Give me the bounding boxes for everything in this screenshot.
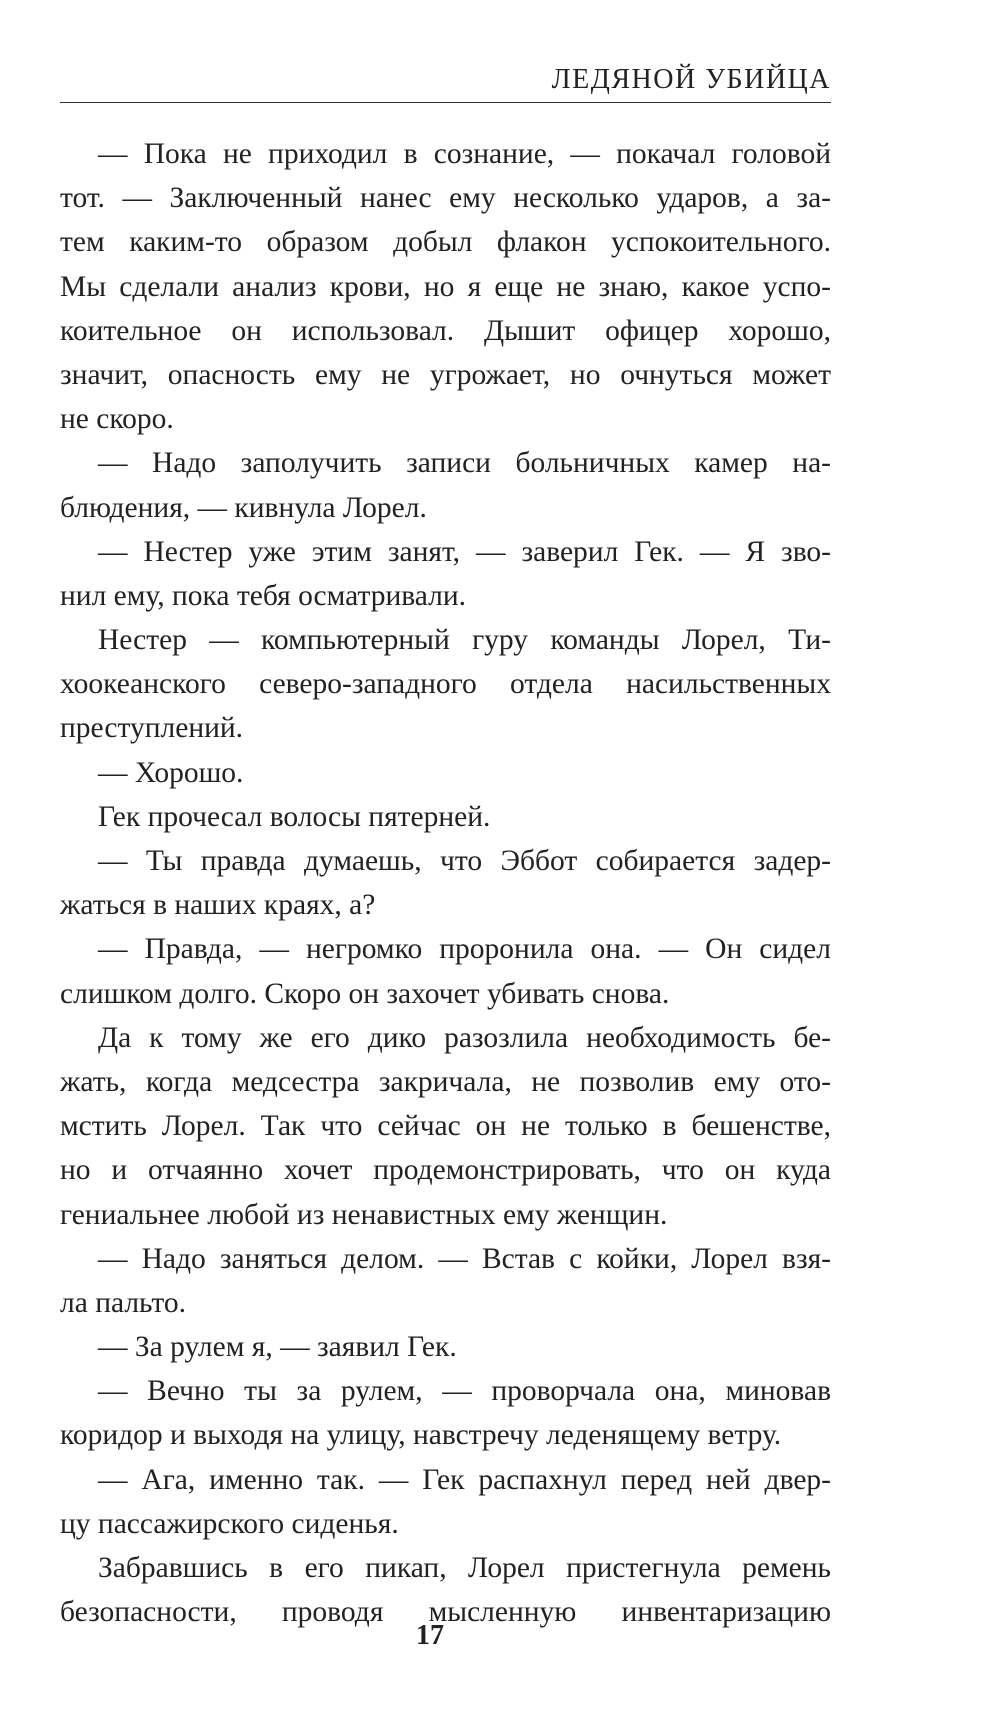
text-line: цу пассажирского сиденья. [60,1507,399,1540]
text-line: Мы сделали анализ крови, но я еще не знаю, какое успо- [60,270,831,303]
text-line: Нестер — компьютерный гуру команды Лорел, Ти- [98,624,831,657]
text-line: — Надо заполучить записи больничных камер на- [98,447,831,480]
text-line: — Ты правда думаешь, что Эббот собирается задер- [98,845,831,877]
text-line: жаться в наших краях, а? [60,889,376,922]
running-header [60,62,831,103]
text-line: блюдения, — кивнула Лорел. [60,491,427,524]
text-line: тот. — Заключенный нанес ему несколько ударов, а за- [60,182,831,215]
text-line: Забравшись в его пикап, Лорел пристегнула ремень [98,1552,831,1584]
text-line: не скоро. [60,403,174,436]
text-line: — Нестер уже этим занят, — заверил Гек. — Я зво- [98,535,831,568]
text-line: но и отчаянно хочет продемонстрировать, что он куда [60,1154,831,1187]
running-title: ЛЕДЯНОЙ УБИЙЦА [551,64,831,95]
text-line: коительное он использовал. Дышит офицер хорошо, [60,314,831,347]
text-line: — Пока не приходил в сознание, — покачал головой [98,138,831,170]
text-line: жать, когда медсестра закричала, не позволив ему ото- [60,1065,831,1098]
text-line: нил ему, пока тебя осматривали. [60,579,467,612]
text-line: слишком долго. Скоро он захочет убивать снова. [60,977,670,1010]
text-line: — За рулем я, — заявил Гек. [98,1331,457,1364]
text-line: тем каким-то образом добыл флакон успокоительного. [60,226,831,259]
text-line: — Вечно ты за рулем, — проворчала она, миновав [98,1375,831,1408]
text-line: значит, опасность ему не угрожает, но очнуться может [60,358,831,391]
text-line: — Хорошо. [98,756,244,789]
text-line: — Ага, именно так. — Гек распахнул перед ней двер- [98,1463,831,1496]
text-line: — Правда, — негромко проронила она. — Он сидел [98,933,831,966]
text-line: ла пальто. [60,1286,187,1319]
text-line: Гек прочесал волосы пятерней. [98,800,491,833]
text-line: — Надо заняться делом. — Встав с койки, Лорел взя- [98,1242,831,1275]
text-line: мстить Лорел. Так что сейчас он не только в бешенстве, [60,1110,831,1143]
text-line: гениальнее любой из ненавистных ему женщин. [60,1198,668,1231]
body-text [60,132,831,1634]
page-number: 17 [416,1620,444,1651]
text-line: Да к тому же его дико разозлила необходимость бе- [98,1021,831,1054]
text-line: преступлений. [60,712,244,745]
text-line: коридор и выходя на улицу, навстречу леденящему ветру. [60,1419,782,1452]
text-line: хоокеанского северо-западного отдела насильственных [60,668,831,701]
text-line: безопасности, проводя мысленную инвентаризацию [60,1596,831,1629]
